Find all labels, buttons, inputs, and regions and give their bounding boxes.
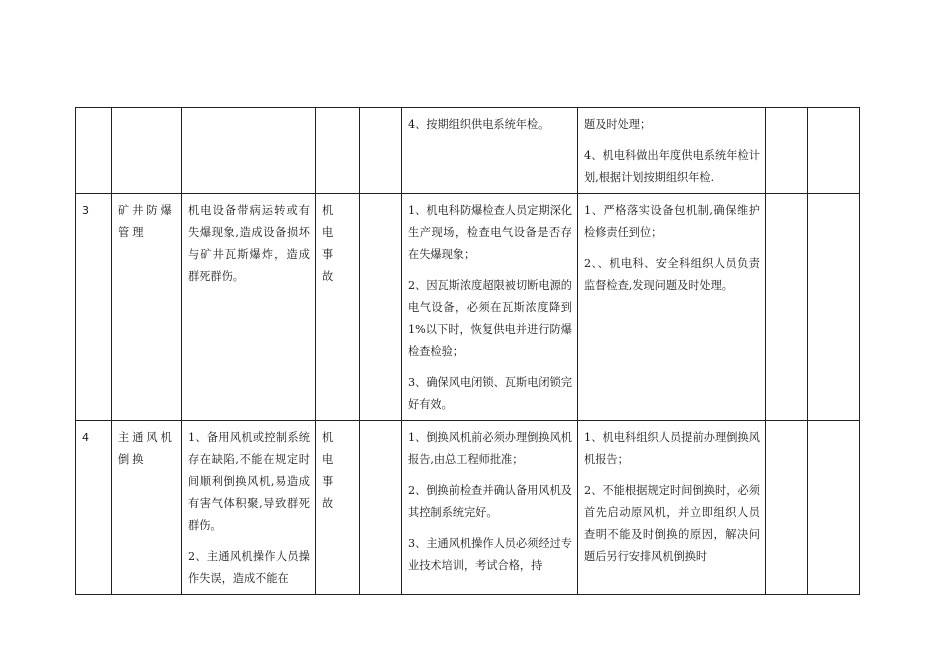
measure-item: 3、主通风机操作人员必须经过专业技术培训，考试合格，持 <box>408 537 572 572</box>
control-measures-cell <box>402 421 578 595</box>
empty-cell <box>808 421 860 595</box>
risk-description-cell <box>182 108 316 194</box>
management-measures-cell <box>578 421 766 595</box>
row-number-cell <box>76 108 112 194</box>
measure-item: 4、按期组织供电系统年检。 <box>408 118 550 131</box>
item-name-cell <box>112 108 182 194</box>
management-item: 4、机电科做出年度供电系统年检计划,根据计划按期组织年检. <box>584 149 760 184</box>
risk-description-cell <box>182 421 316 595</box>
accident-type-cell: 机 电 事故 <box>316 421 360 595</box>
management-item: 1、机电科组织人员提前办理倒换风机报告； <box>584 431 760 466</box>
empty-cell <box>360 421 402 595</box>
empty-cell <box>360 108 402 194</box>
empty-cell <box>766 108 808 194</box>
management-item: 2、、机电科、安全科组织人员负责监督检查,发现问题及时处理。 <box>584 257 760 292</box>
empty-cell <box>360 194 402 421</box>
accident-type-cell: 机 电 事故 <box>316 194 360 421</box>
empty-cell <box>808 108 860 194</box>
table-row <box>76 108 860 194</box>
accident-type-cell <box>316 108 360 194</box>
empty-cell <box>766 194 808 421</box>
management-measures-cell <box>578 194 766 421</box>
row-number-cell: 3 <box>76 194 112 421</box>
control-measures-cell <box>402 194 578 421</box>
management-item: 题及时处理； <box>584 118 652 131</box>
item-name-cell: 主通风机倒换 <box>112 421 182 595</box>
management-item: 2、不能根据规定时间倒换时，必须首先启动原风机，并立即组织人员查明不能及时倒换的原因，解决问题后另行安排风机倒换时 <box>584 484 760 563</box>
empty-cell <box>766 421 808 595</box>
risk-item: 机电设备带病运转或有失爆现象,造成设备损坏与矿井瓦斯爆炸，造成群死群伤。 <box>188 204 310 283</box>
measure-item: 1、倒换风机前必须办理倒换风机报告,由总工程师批准； <box>408 431 572 466</box>
management-measures-cell <box>578 108 766 194</box>
risk-item: 2、主通风机操作人员操作失误，造成不能在 <box>188 550 310 585</box>
measure-item: 1、机电科防爆检查人员定期深化生产现场，检查电气设备是否存在失爆现象； <box>408 204 572 261</box>
row-number-cell: 4 <box>76 421 112 595</box>
empty-cell <box>808 194 860 421</box>
risk-description-cell <box>182 194 316 421</box>
item-name-cell: 矿井防爆管理 <box>112 194 182 421</box>
measure-item: 2、倒换前检查并确认备用风机及其控制系统完好。 <box>408 484 572 519</box>
risk-table <box>75 107 860 595</box>
measure-item: 2、因瓦斯浓度超限被切断电源的电气设备，必须在瓦斯浓度降到1%以下时，恢复供电并进行防爆检查检验； <box>408 279 572 358</box>
table-row <box>76 194 860 421</box>
table-row <box>76 421 860 595</box>
risk-item: 1、备用风机或控制系统存在缺陷,不能在规定时间顺利倒换风机,易造成有害气体积聚,导致群死群伤。 <box>188 431 310 532</box>
measure-item: 3、确保风电闭锁、瓦斯电闭锁完好有效。 <box>408 376 572 411</box>
management-item: 1、严格落实设备包机制,确保维护检修责任到位； <box>584 204 760 239</box>
control-measures-cell <box>402 108 578 194</box>
